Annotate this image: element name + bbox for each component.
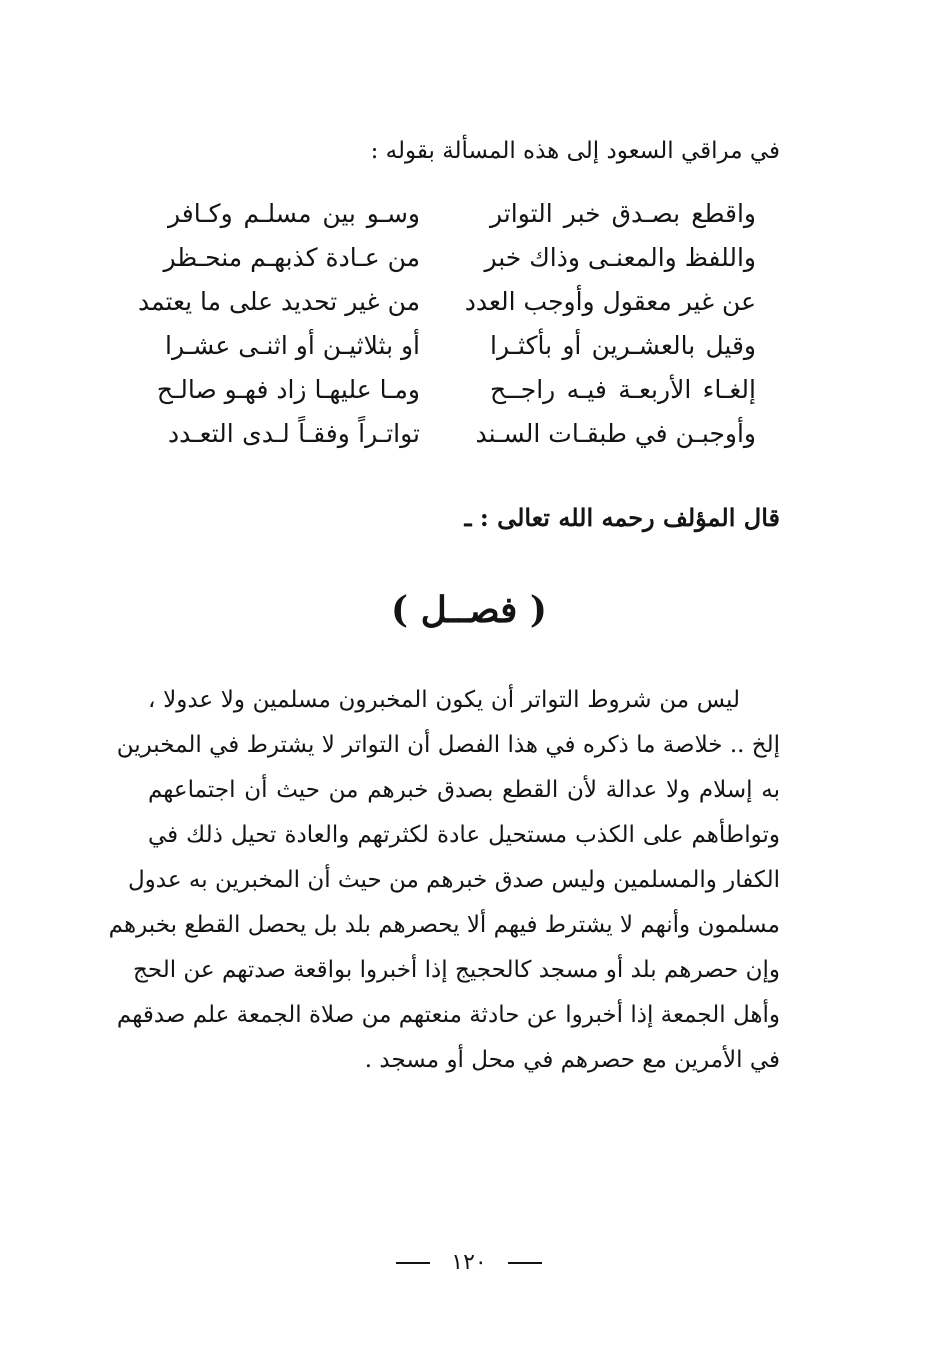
dash-decoration — [396, 1262, 430, 1264]
paragraph-line: به إسلام ولا عدالة لأن القطع بصدق خبرهم من حيث أن اجتماعهم — [148, 777, 780, 803]
paragraph-line: الكفار والمسلمين وليس صدق خبرهم من حيث أن المخبرين به عدول — [127, 867, 780, 893]
verse — [137, 278, 780, 326]
verse-first-hemistich: إلغـاء الأربعـة فيـه راجــح — [490, 375, 756, 404]
author-attribution: قال المؤلف رحمه الله تعالى : ـ — [464, 503, 780, 532]
verse-second-hemistich: من عـادة كذبهـم منحـظر — [163, 243, 420, 272]
intro-line: في مراقي السعود إلى هذه المسألة بقوله : — [370, 138, 780, 164]
paragraph-line: وأهل الجمعة إذا أخبروا عن حادثة منعتهم من صلاة الجمعة علم صدقهم — [116, 1002, 780, 1028]
paragraph-line: وتواطأهم على الكذب مستحيل عادة لكثرتهم والعادة تحيل ذلك في — [148, 822, 780, 848]
verse-first-hemistich: عن غير معقول وأوجب العدد — [464, 287, 756, 316]
body-paragraph — [108, 678, 780, 1083]
paragraph-line: في الأمرين مع حصرهم في محل أو مسجد . — [364, 1047, 780, 1073]
verse — [148, 234, 780, 282]
verse-second-hemistich: تواتـراً وفقـاً لـدى التعـدد — [168, 419, 420, 448]
paragraph-line: مسلمون وأنهم لا يشترط فيهم ألا يحصرهم بلد بل يحصل القطع بخبرهم — [108, 912, 780, 938]
verse-first-hemistich: وقيل بالعشـرين أو بأكثـرا — [490, 331, 756, 360]
paragraph-line: وإن حصرهم بلد أو مسجد كالحجيج إذا أخبروا بواقعة صدتهم عن الحج — [133, 957, 780, 983]
verse-second-hemistich: وسـو بين مسلـم وكـافر — [168, 199, 420, 228]
verse-second-hemistich: ومـا عليهـا زاد فهـو صالـح — [156, 375, 420, 404]
verse-second-hemistich: من غير تحديد على ما يعتمد — [137, 287, 420, 316]
verse — [148, 190, 780, 238]
verse — [148, 366, 780, 414]
dash-decoration — [508, 1262, 542, 1264]
paragraph-line: ليس من شروط التواتر أن يكون المخبرون مسلمين ولا عدولا ، — [148, 687, 740, 713]
section-heading: ( فصــل ) — [391, 589, 547, 631]
paragraph-line: إلخ .. خلاصة ما ذكره في هذا الفصل أن التواتر لا يشترط في المخبرين — [116, 732, 780, 758]
verse — [148, 410, 780, 458]
page-footer — [0, 1248, 938, 1278]
verse-first-hemistich: وأوجبـن في طبقـات السـند — [475, 419, 756, 448]
verse — [148, 322, 780, 370]
verse-first-hemistich: واللفظ والمعنـى وذاك خبر — [484, 243, 756, 272]
verse-second-hemistich: أو بثلاثيـن أو اثنـى عشـرا — [165, 331, 420, 360]
verse-first-hemistich: واقطع بصـدق خبر التواتر — [490, 199, 756, 228]
page-number: ١٢٠ — [451, 1250, 487, 1275]
